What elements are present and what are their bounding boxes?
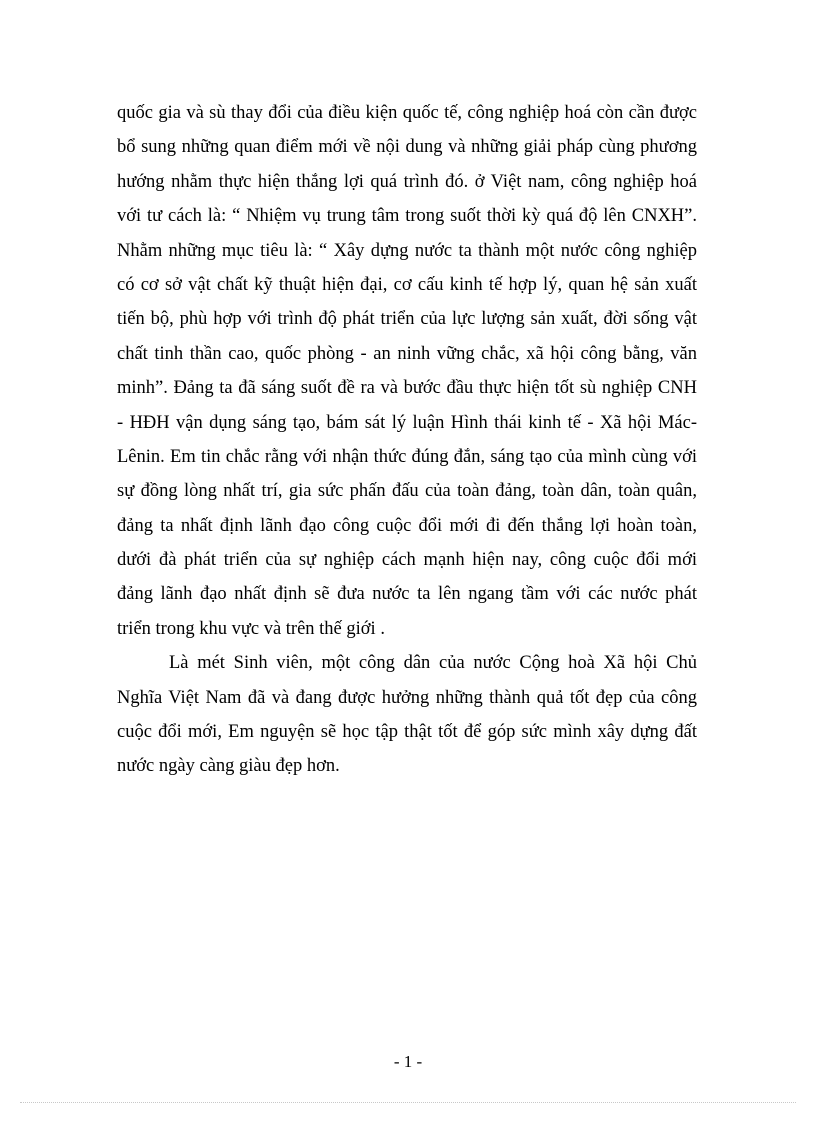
text-line: hướng nhằm thực hiện thắng lợi quá trình đó. ở Việt nam, công nghiệp hoá xyxy=(117,171,697,192)
paragraph xyxy=(117,646,697,784)
text-line: dưới đà phát triển của sự nghiệp cách mạnh hiện nay, công cuộc đổi mới xyxy=(117,550,697,571)
text-line: sự đồng lòng nhất trí, gia sức phấn đấu của toàn đảng, toàn dân, toàn quân, xyxy=(117,481,697,502)
text-line: Lênin. Em tin chắc rằng với nhận thức đúng đắn, sáng tạo của mình cùng với xyxy=(117,446,697,467)
text-line: - HĐH vận dụng sáng tạo, bám sát lý luận Hình thái kinh tế - Xã hội Mác- xyxy=(117,412,697,433)
text-line: có cơ sở vật chất kỹ thuật hiện đại, cơ cấu kinh tế hợp lý, quan hệ sản xuất xyxy=(117,274,697,295)
text-line: Nghĩa Việt Nam đã và đang được hưởng những thành quả tốt đẹp của công xyxy=(117,687,697,708)
text-line: Nhằm những mục tiêu là: “ Xây dựng nước ta thành một nước công nghiệp xyxy=(117,240,697,261)
text-line: tiến bộ, phù hợp với trình độ phát triển của lực lượng sản xuất, đời sống vật xyxy=(117,309,697,330)
text-line: Là mét Sinh viên, một công dân của nước Cộng hoà Xã hội Chủ xyxy=(169,653,697,674)
text-line: với tư cách là: “ Nhiệm vụ trung tâm trong suốt thời kỳ quá độ lên CNXH”. xyxy=(117,206,697,227)
text-line: đảng ta nhất định lãnh đạo công cuộc đổi mới đi đến thắng lợi hoàn toàn, xyxy=(117,515,697,536)
text-line: triển trong khu vực và trên thế giới . xyxy=(117,618,385,639)
body-text xyxy=(117,96,697,784)
page-number: - 1 - xyxy=(393,1052,423,1071)
text-line: minh”. Đảng ta đã sáng suốt đề ra và bước đầu thực hiện tốt sù nghiệp CNH xyxy=(117,378,697,399)
text-line: quốc gia và sù thay đổi của điều kiện quốc tế, công nghiệp hoá còn cần được xyxy=(117,103,697,123)
text-line: đảng lãnh đạo nhất định sẽ đưa nước ta lên ngang tầm với các nước phát xyxy=(117,584,697,605)
text-line: bổ sung những quan điểm mới về nội dung và những giải pháp cùng phương xyxy=(117,137,697,158)
text-line: chất tinh thần cao, quốc phòng - an ninh vững chắc, xã hội công bằng, văn xyxy=(117,343,697,364)
page-bottom-border xyxy=(20,1102,796,1103)
text-line: cuộc đổi mới, Em nguyện sẽ học tập thật tốt để góp sức mình xây dựng đất xyxy=(117,722,697,743)
paragraph xyxy=(117,96,697,646)
text-line: nước ngày càng giàu đẹp hơn. xyxy=(117,756,340,777)
